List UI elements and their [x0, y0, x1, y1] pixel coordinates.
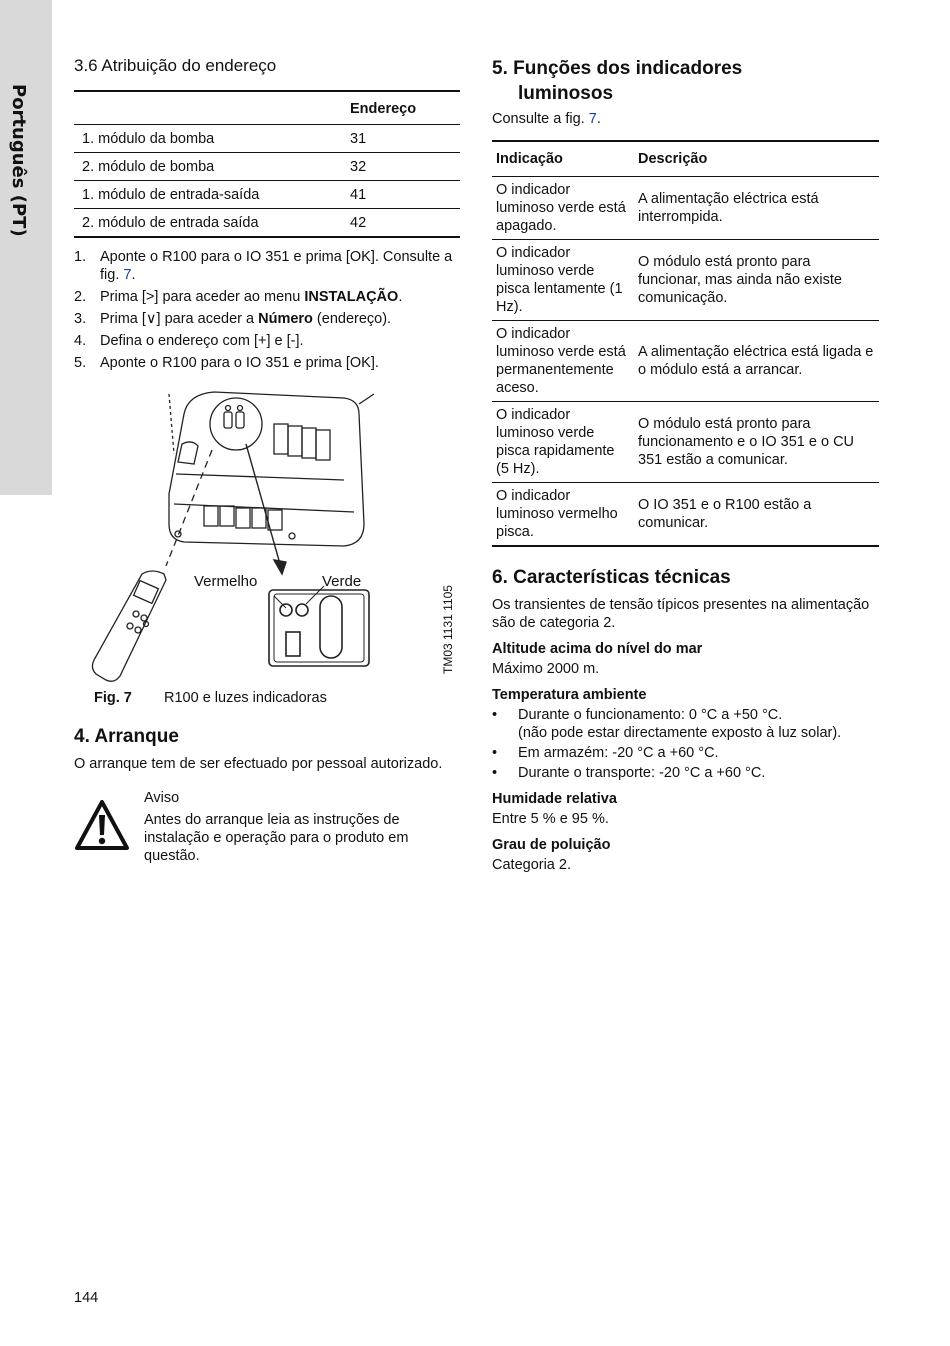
step-number: 3.: [74, 311, 87, 327]
temperature-storage: Em armazém: -20 °C a +60 °C.: [518, 745, 719, 761]
temperature-operation: Durante o funcionamento: 0 °C a +50 °C.: [518, 707, 783, 723]
menu-name: INSTALAÇÃO: [304, 289, 399, 305]
description-cell: A alimentação eléctrica está interrompida.: [634, 177, 879, 240]
language-tab-label: Português (PT): [8, 84, 29, 237]
label-green: Verde: [322, 573, 362, 590]
warning-icon: [74, 799, 130, 851]
indicators-title-line2: luminosos: [518, 83, 614, 104]
step-text-end: (endereço).: [312, 311, 392, 327]
step-number: 4.: [74, 333, 87, 349]
indication-cell: O indicador luminoso verde está apagado.: [492, 177, 634, 240]
page-number: 144: [74, 1290, 99, 1306]
address-steps: [74, 248, 460, 372]
address-cell: 41: [350, 181, 460, 209]
step-number: 1.: [74, 249, 87, 265]
figure-caption-text: R100 e luzes indicadoras: [164, 690, 327, 706]
table-row: [492, 483, 879, 547]
step-text: Aponte o R100 para o IO 351 e prima [OK].: [100, 355, 379, 371]
humidity-title: Humidade relativa: [492, 791, 617, 807]
list-item: [74, 248, 460, 284]
address-cell: 42: [350, 214, 367, 231]
module-cell: 1. módulo de entrada-saída: [74, 181, 350, 209]
temperature-transport: Durante o transporte: -20 °C a +60 °C.: [518, 765, 766, 781]
step-number: 2.: [74, 289, 87, 305]
table-row: [492, 321, 879, 402]
step-text: Defina o endereço com [+] e [-].: [100, 333, 304, 349]
temperature-title: Temperatura ambiente: [492, 687, 647, 703]
menu-name: Número: [258, 311, 313, 327]
figure-link[interactable]: 7: [123, 267, 132, 283]
step-text: Aponte o R100 para o IO 351 e prima [OK]. Consulte a fig.: [100, 249, 453, 283]
table-row: [74, 153, 460, 181]
label-red: Vermelho: [194, 573, 258, 590]
pollution-title: Grau de poluição: [492, 837, 611, 853]
module-cell: 2. módulo de bomba: [74, 153, 350, 181]
indicators-title-line1: 5. Funções dos indicadores: [492, 58, 743, 79]
table-row: [492, 240, 879, 321]
indicators-title: [492, 56, 879, 106]
bullet: •: [492, 707, 498, 723]
humidity-value: Entre 5 % e 95 %.: [492, 811, 609, 827]
altitude-value: Máximo 2000 m.: [492, 661, 600, 677]
indication-cell: O indicador luminoso verde pisca lentamente (1 Hz).: [492, 240, 634, 321]
address-section-title: 3.6 Atribuição do endereço: [74, 56, 277, 75]
description-cell: A alimentação eléctrica está ligada e o módulo está a arrancar.: [634, 321, 879, 402]
step-text-end: .: [131, 267, 136, 283]
list-item: [74, 332, 460, 350]
list-item: [492, 744, 879, 762]
warning-box: [74, 789, 460, 865]
right-column: [492, 56, 879, 874]
reference-end: .: [596, 111, 601, 127]
table-row: [74, 209, 460, 238]
address-table: [74, 90, 460, 238]
r100-illustration: [74, 384, 460, 684]
address-cell: 32: [350, 153, 460, 181]
left-column: [74, 56, 460, 865]
altitude-title: Altitude acima do nível do mar: [492, 641, 703, 657]
indicators-reference: [492, 110, 879, 128]
temperature-list: [492, 706, 879, 782]
indication-cell: O indicador luminoso verde está permanentemente aceso.: [492, 321, 634, 402]
specs-title: 6. Características técnicas: [492, 567, 731, 588]
step-text: Prima [>] para aceder ao menu: [100, 289, 305, 305]
step-number: 5.: [74, 355, 87, 371]
reference-text: Consulte a fig.: [492, 111, 589, 127]
indication-cell: O indicador luminoso vermelho pisca.: [496, 488, 618, 540]
module-cell: 2. módulo de entrada saída: [82, 214, 259, 231]
list-item: [74, 354, 460, 372]
startup-title: 4. Arranque: [74, 726, 179, 747]
bullet: •: [492, 745, 498, 761]
warning-title: Aviso: [144, 790, 180, 806]
description-cell: O módulo está pronto para funcionamento e o IO 351 e o CU 351 estão a comunicar.: [634, 402, 879, 483]
table-row: [492, 402, 879, 483]
description-cell: O módulo está pronto para funcionar, mas ainda não existe comunicação.: [634, 240, 879, 321]
table-row: [492, 177, 879, 240]
startup-text: O arranque tem de ser efectuado por pessoal autorizado.: [74, 756, 443, 772]
table-row: [74, 181, 460, 209]
module-cell: 1. módulo da bomba: [74, 125, 350, 153]
step-text: Prima [∨] para aceder a: [100, 311, 259, 327]
list-item: [492, 764, 879, 782]
address-table-header: [74, 91, 460, 125]
indicator-table: [492, 140, 879, 547]
indication-cell: O indicador luminoso verde pisca rapidamente (5 Hz).: [492, 402, 634, 483]
address-cell: 31: [350, 125, 460, 153]
figure-caption: [74, 690, 460, 706]
table-row: [74, 125, 460, 153]
indication-header: Indicação: [492, 141, 634, 177]
address-header: Endereço: [350, 91, 460, 125]
module-header: [74, 91, 350, 125]
figure-code: TM03 1131 1105: [441, 585, 455, 674]
list-item: [74, 288, 460, 306]
warning-text: Antes do arranque leia as instruções de instalação e operação para o produto em questão.: [144, 812, 409, 864]
bullet: •: [492, 765, 498, 781]
specs-intro: Os transientes de tensão típicos presentes na alimentação são de categoria 2.: [492, 597, 870, 631]
language-side-tab: [0, 0, 52, 495]
step-text-end: .: [398, 289, 403, 305]
description-header: Descrição: [634, 141, 879, 177]
indicator-table-header: [492, 141, 879, 177]
pollution-value: Categoria 2.: [492, 857, 571, 873]
figure-r100-indicators: [74, 384, 460, 684]
description-cell: O IO 351 e o R100 estão a comunicar.: [638, 497, 812, 531]
list-item: [74, 310, 460, 328]
figure-number: Fig. 7: [94, 690, 132, 706]
temperature-note: (não pode estar directamente exposto à luz solar).: [518, 725, 842, 741]
figure-link[interactable]: 7: [588, 111, 597, 127]
list-item: [492, 706, 879, 742]
